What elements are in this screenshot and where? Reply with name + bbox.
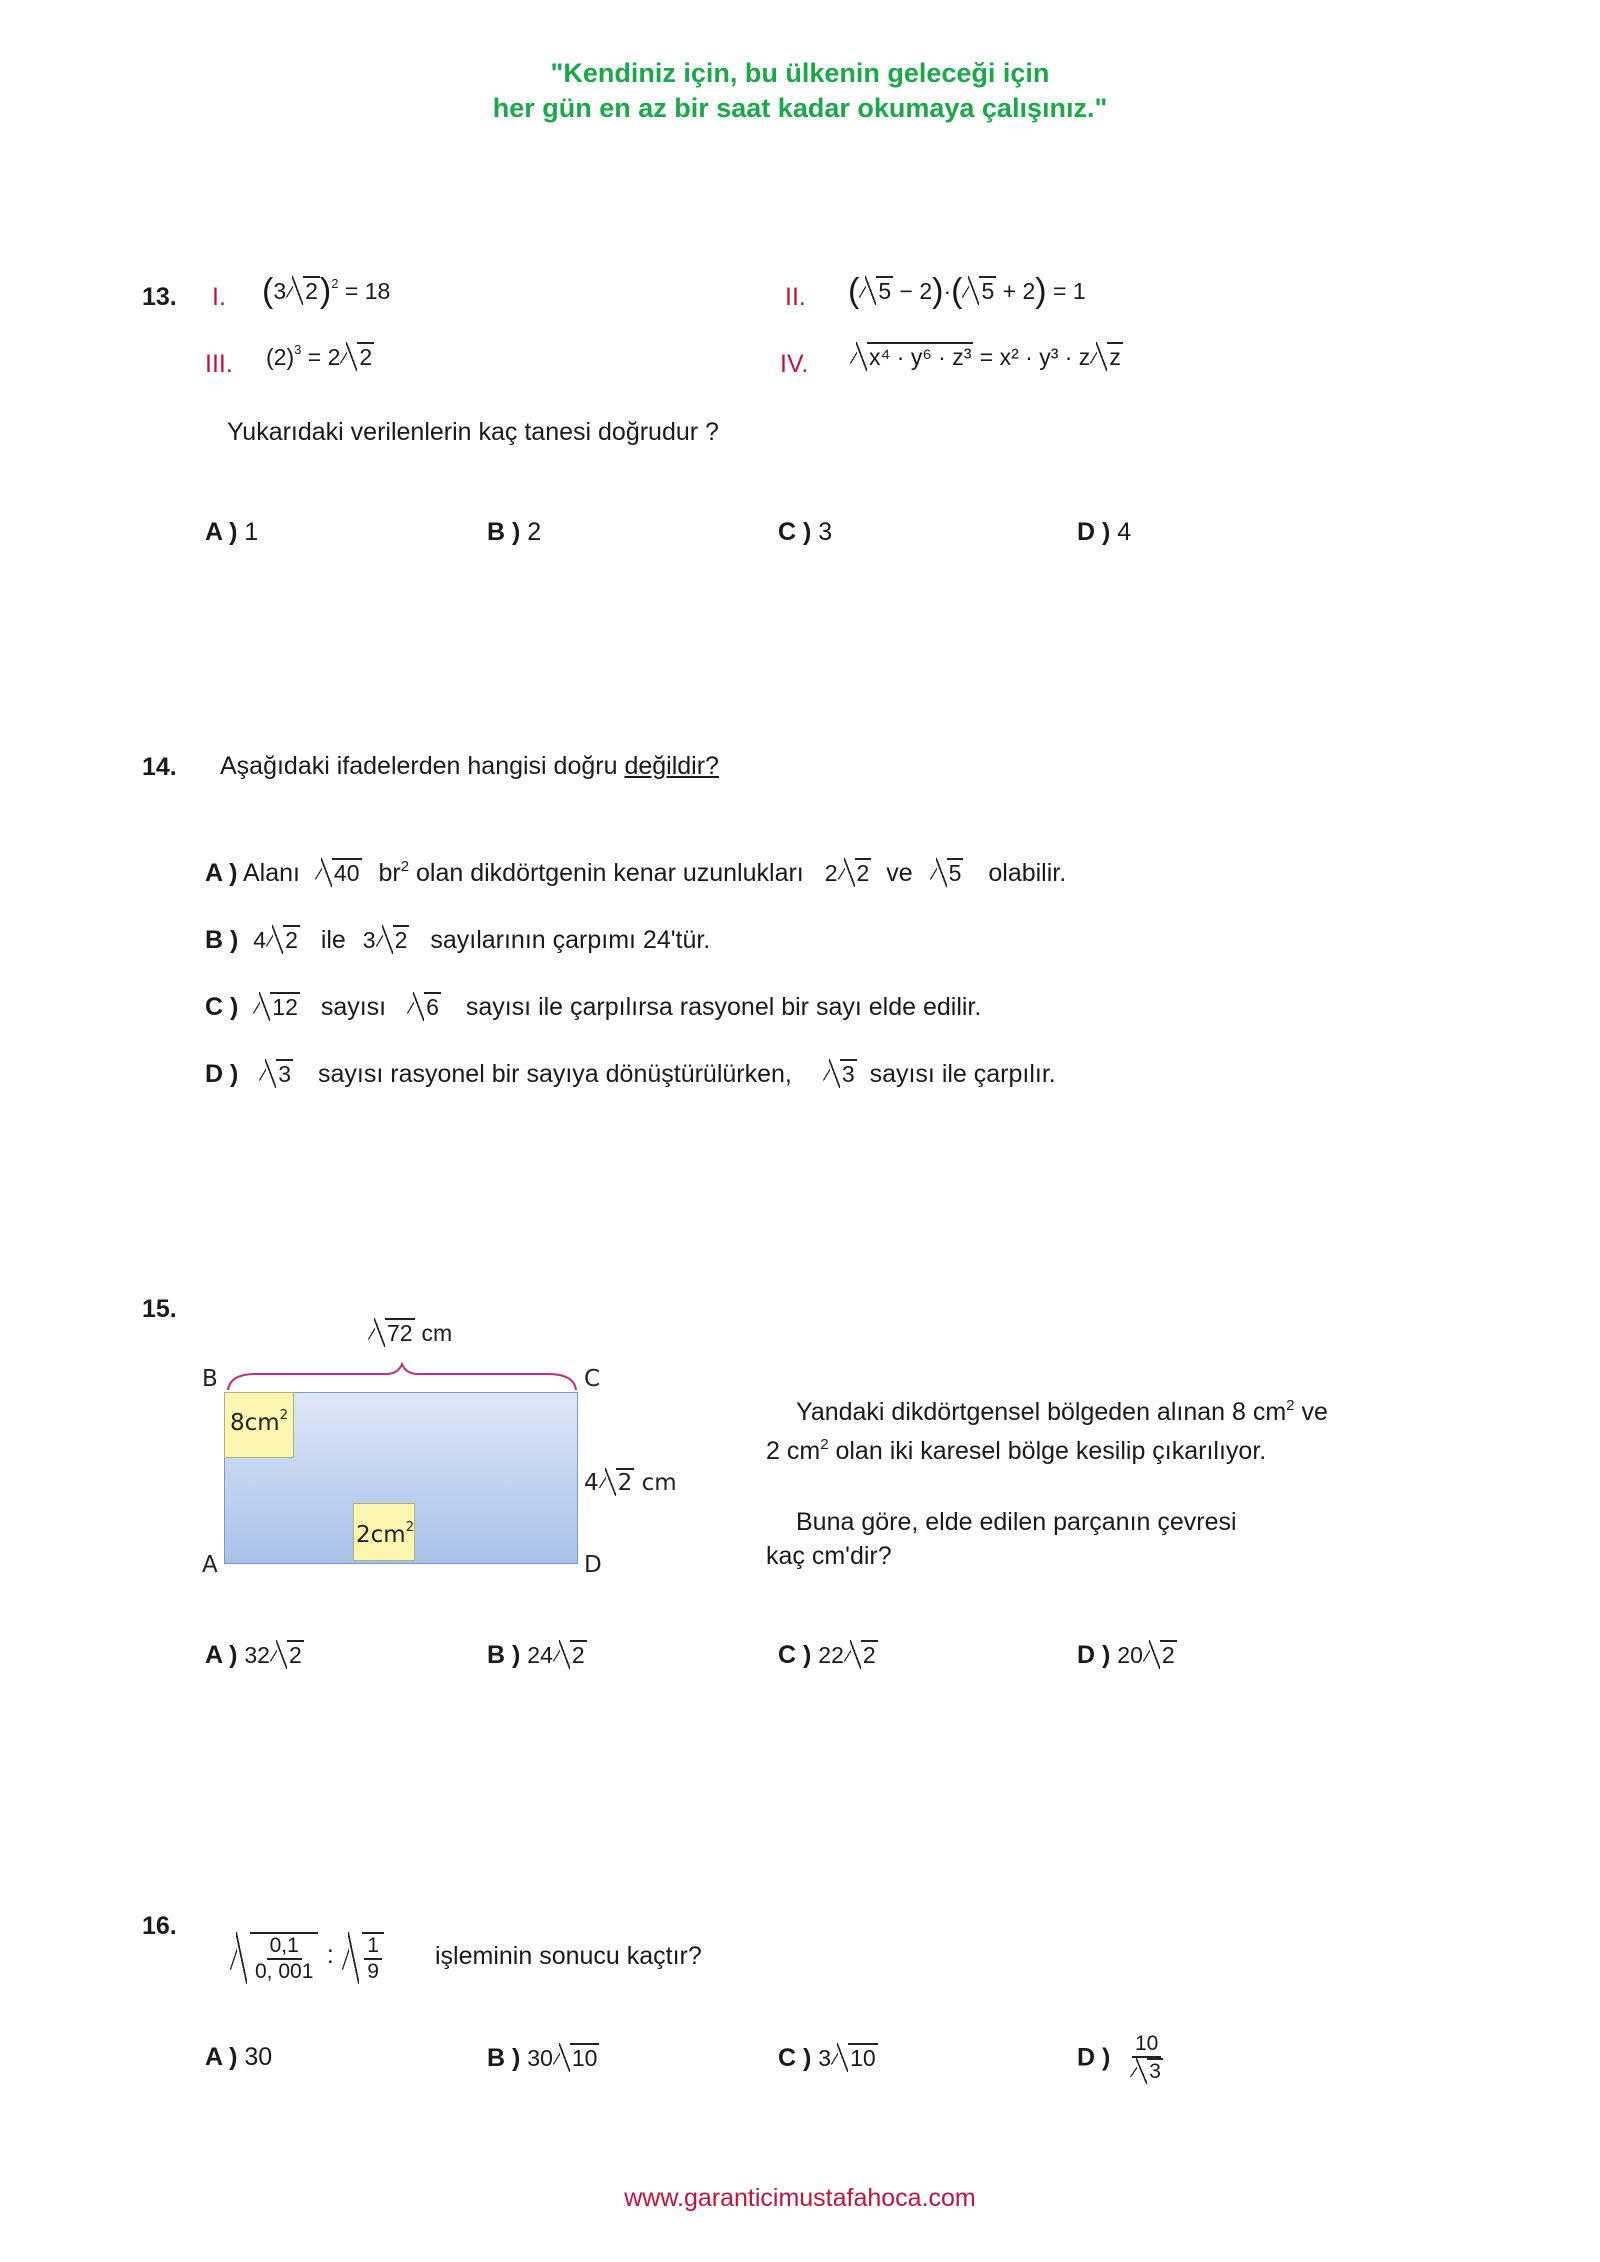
q14-option-b[interactable]: B ) 4 2 ile 3 2 sayılarının çarpımı 24'tür. [205, 926, 711, 954]
q13-option-c[interactable]: C ) 3 [778, 518, 833, 546]
q15-text-line-1: Yandaki dikdörtgensel bölgeden alınan 8 $cm^2$ ve [796, 1397, 1328, 1426]
question-14-number: 14. [142, 753, 177, 781]
q15-option-d[interactable]: D ) 20 2 [1077, 1641, 1175, 1669]
q15-text-line-4: kaç cm'dir? [766, 1542, 892, 1570]
q13-roman-2: II. [785, 283, 806, 311]
q14-question-text: Aşağıdaki ifadelerden hangisi doğru değildir? [220, 752, 719, 780]
q16-option-c[interactable]: C ) 3 10 [778, 2044, 876, 2072]
q15-option-c[interactable]: C ) 22 2 [778, 1641, 876, 1669]
q16-option-b[interactable]: B ) 30 10 [487, 2044, 598, 2072]
q14-option-a[interactable]: A ) Alanı 40 $br^2$ olan dikdörtgenin kenar uzunlukları 2 2 ve 5 olabilir. [205, 858, 1067, 887]
q13-roman-1: I. [212, 283, 226, 311]
q15-brace [226, 1362, 578, 1394]
q16-expression: $\frac{0,1}{0, 001}$ : $\frac{1}{9}$ [230, 1932, 384, 1984]
q16-option-d[interactable]: D ) $\frac{10}{3}$ [1077, 2032, 1161, 2083]
q15-square-8cm-label: $8cm^2$ [230, 1408, 288, 1436]
q15-top-length-label: 72 cm [368, 1318, 452, 1348]
question-13-number: 13. [142, 283, 177, 311]
q13-item-2: ( 5 − 2)·( 5 + 2) = 1 [848, 272, 1086, 310]
q13-item-1: (3 2)$^2$ = 18 [262, 272, 391, 310]
q15-corner-d: D [584, 1552, 602, 1578]
q13-item-3: $(2)^3 = 2$ 2 [266, 342, 373, 370]
q13-roman-3: III. [205, 350, 233, 378]
q15-option-b[interactable]: B ) 24 2 [487, 1641, 585, 1669]
q15-text-line-3: Buna göre, elde edilen parçanın çevresi [796, 1508, 1237, 1536]
question-15-number: 15. [142, 1295, 177, 1323]
q13-item-4: x⁴ · y⁶ · z³ = x² · y³ · z z [850, 342, 1123, 371]
q14-option-c[interactable]: C ) 12 sayısı 6 sayısı ile çarpılırsa rasyonel bir sayı elde edilir. [205, 993, 982, 1021]
q14-option-d[interactable]: D ) 3 sayısı rasyonel bir sayıya dönüştürülürken, 3 sayısı ile çarpılır. [205, 1060, 1056, 1088]
q13-option-a[interactable]: A ) 1 [205, 518, 259, 546]
q13-roman-4: IV. [780, 350, 809, 378]
q15-text-line-2: 2 $cm^2$ olan iki karesel bölge kesilip çıkarılıyor. [766, 1436, 1267, 1465]
q13-question-text: Yukarıdaki verilenlerin kaç tanesi doğrudur ? [227, 418, 719, 446]
question-16-number: 16. [142, 1912, 177, 1940]
header-quote-line-1: "Kendiniz için, bu ülkenin geleceği için [550, 58, 1050, 88]
header-quote-line-2: her gün en az bir saat kadar okumaya çalışınız." [492, 93, 1108, 123]
q16-option-a[interactable]: A ) 30 [205, 2043, 273, 2071]
q15-corner-b: B [202, 1366, 218, 1392]
q16-question-text: işleminin sonucu kaçtır? [435, 1942, 702, 1970]
q15-square-2cm-label: $2cm^2$ [356, 1520, 414, 1548]
q15-option-a[interactable]: A ) 32 2 [205, 1641, 302, 1669]
q15-corner-c: C [584, 1366, 601, 1392]
q13-option-b[interactable]: B ) 2 [487, 518, 542, 546]
footer-url[interactable]: www.garanticimustafahoca.com [624, 2184, 976, 2212]
q13-option-d[interactable]: D ) 4 [1077, 518, 1132, 546]
q15-side-length-label: 4 2 cm [584, 1470, 677, 1496]
q15-corner-a: A [202, 1552, 218, 1578]
